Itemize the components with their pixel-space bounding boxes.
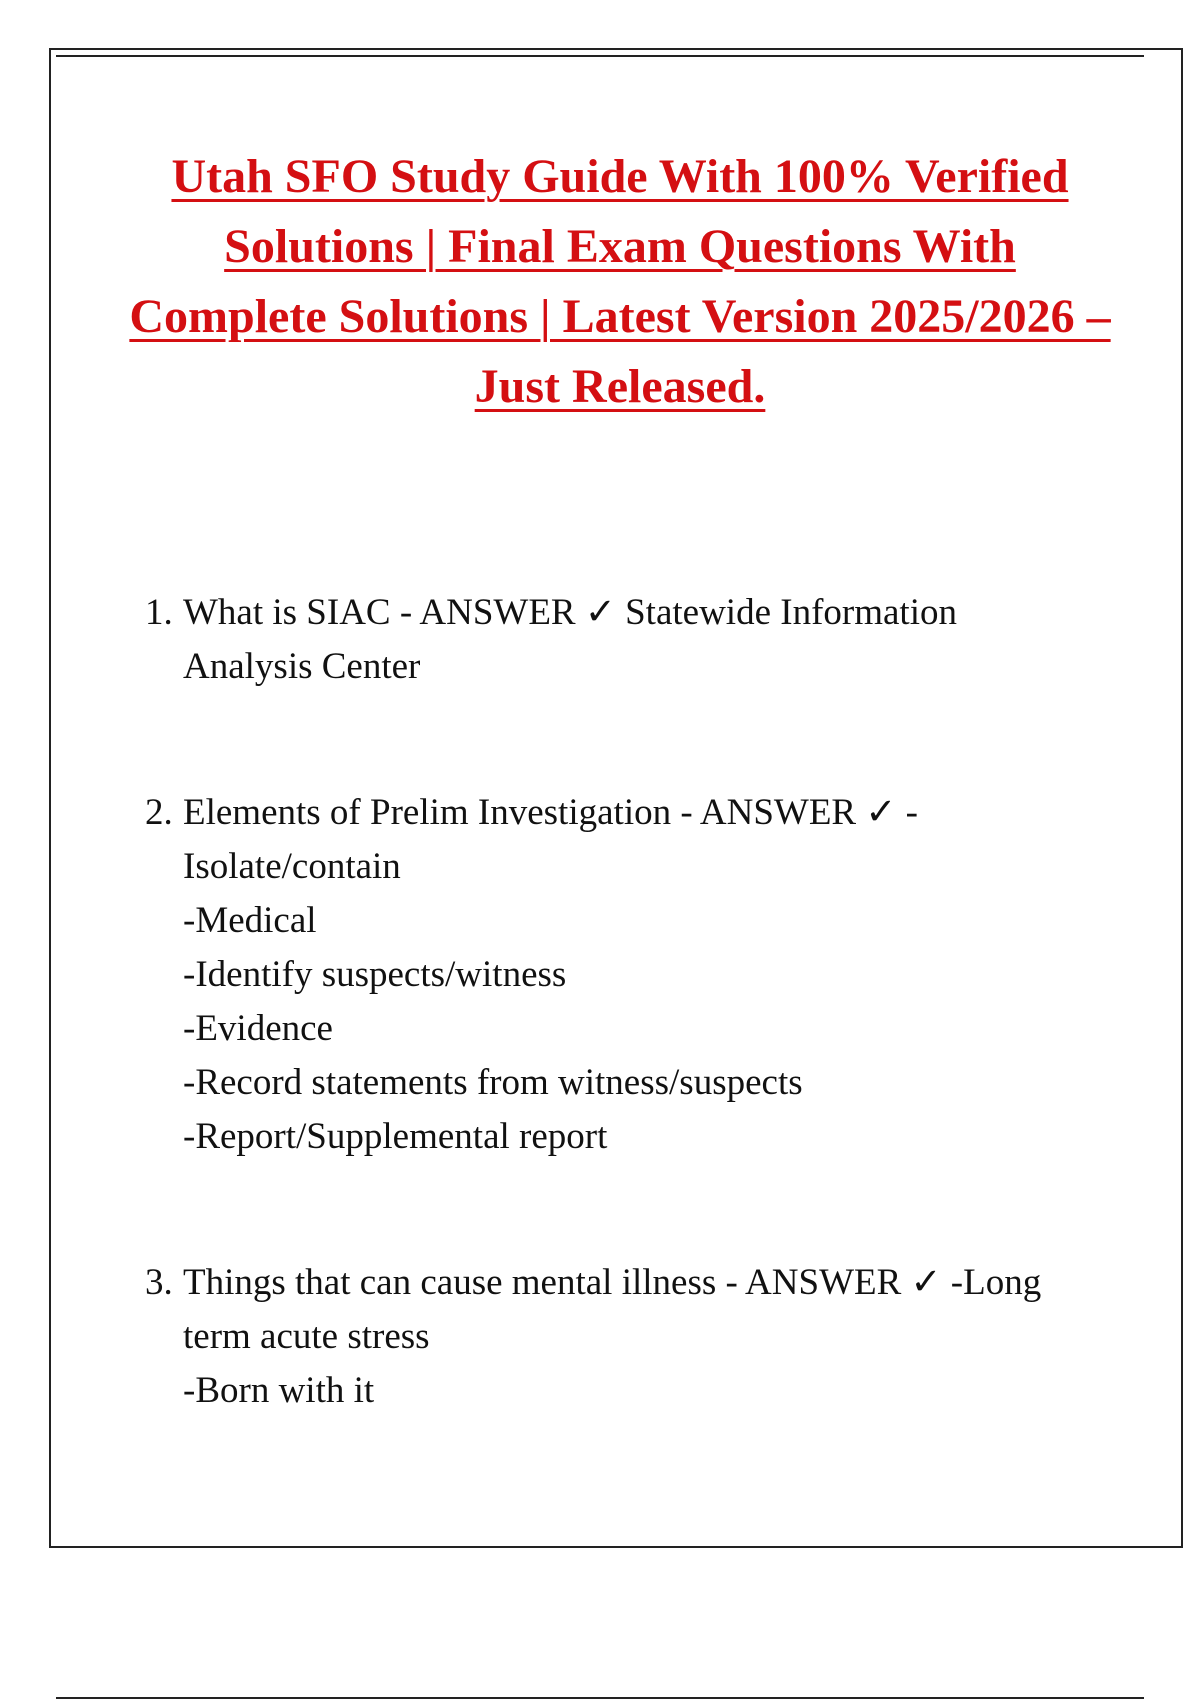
question-item-3 — [145, 1256, 1075, 1418]
question-item-2 — [145, 786, 1075, 1164]
answer-line: -Born with it — [183, 1370, 375, 1411]
question-text: Elements of Prelim Investigation - ANSWER ✓ -Isolate/contain — [183, 792, 918, 887]
answer-line: -Medical — [183, 900, 317, 941]
bottom-rule — [56, 1697, 1144, 1699]
answer-line: -Record statements from witness/suspects — [183, 1062, 803, 1103]
question-number: 2. — [145, 792, 173, 833]
answer-line: -Identify suspects/witness — [183, 954, 567, 995]
question-text: Things that can cause mental illness - ANSWER ✓ -Long term acute stress — [183, 1262, 1042, 1357]
answer-line: -Evidence — [183, 1008, 333, 1049]
question-number: 3. — [145, 1262, 173, 1303]
question-text: What is SIAC - ANSWER ✓ Statewide Information Analysis Center — [183, 592, 957, 687]
document-title: Utah SFO Study Guide With 100% Verified Solutions | Final Exam Questions With Complete Solutions | Latest Version 2025/2026 – Just Released. — [129, 150, 1111, 413]
answer-line: -Report/Supplemental report — [183, 1116, 608, 1157]
question-list — [145, 586, 1075, 1418]
question-number: 1. — [145, 592, 173, 633]
question-item-1 — [145, 586, 1075, 694]
